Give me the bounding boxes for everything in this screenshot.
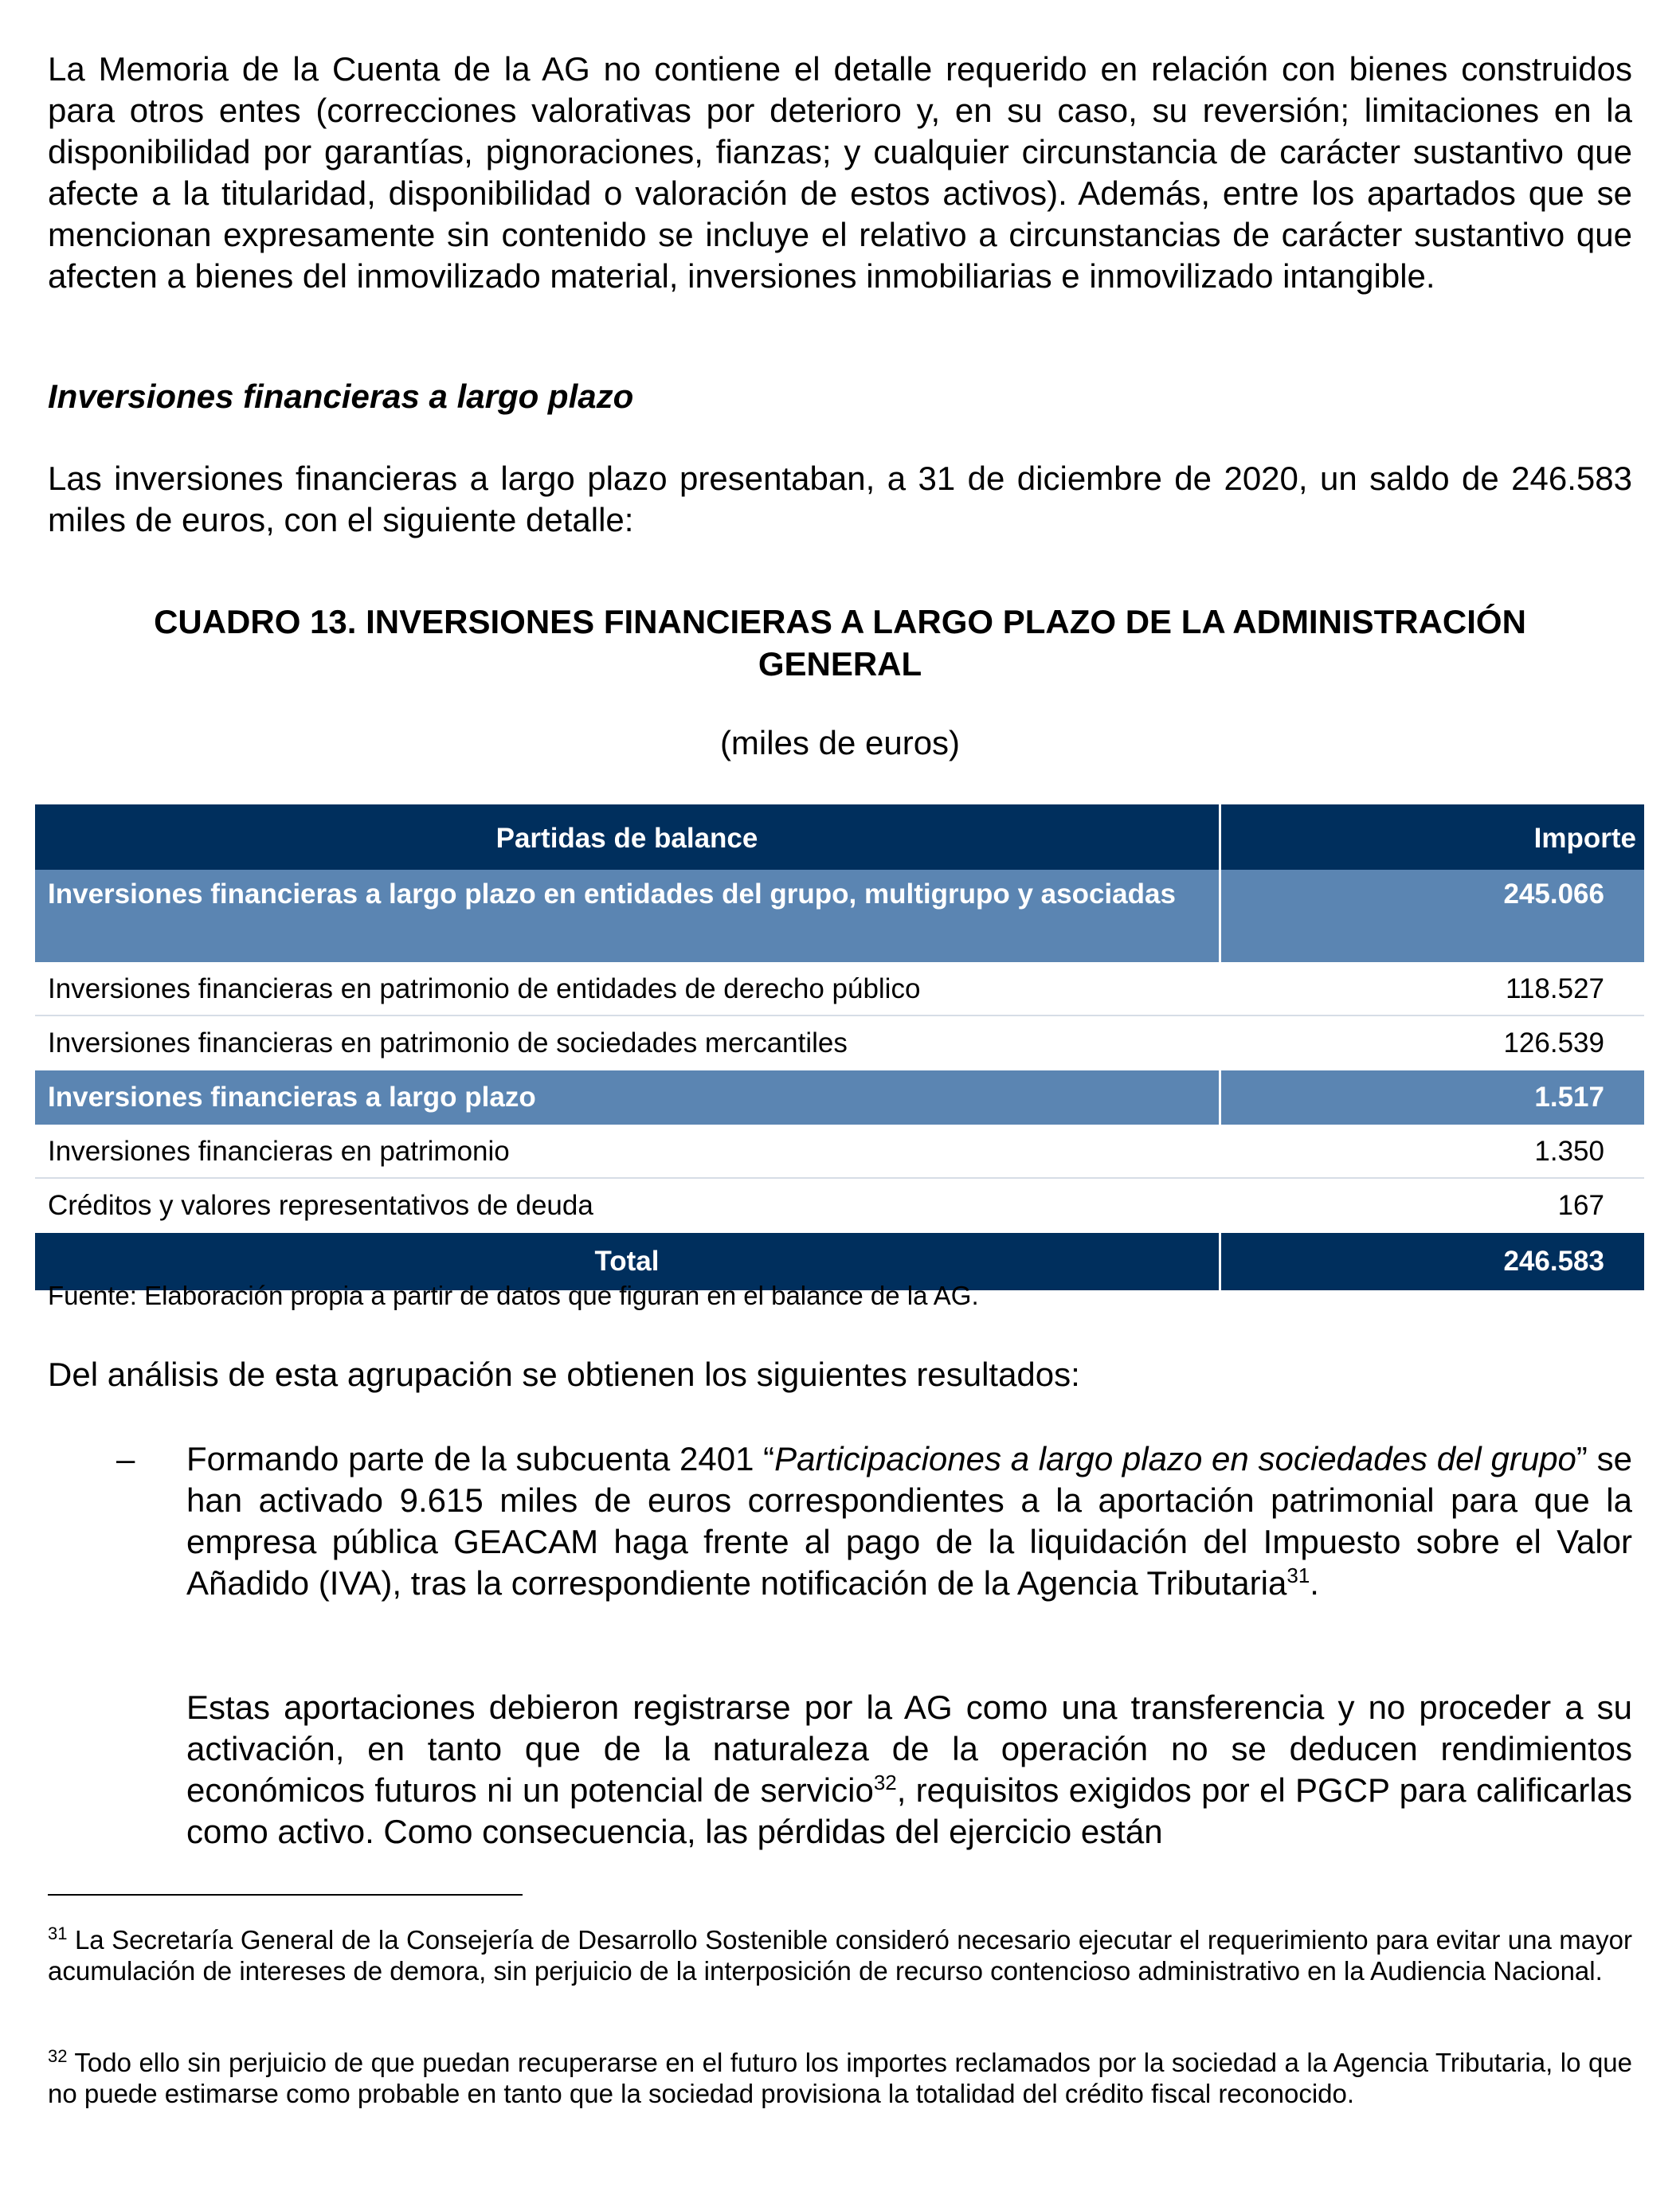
bullet-text-part: , requisitos exigidos por el PGCP para calificarlas como activo. Como consecuencia, las pérdidas del ejercicio están — [186, 1771, 1632, 1850]
table-units: (miles de euros) — [719, 724, 961, 761]
bullet-text-part: Formando parte de la subcuenta 2401 “ — [186, 1440, 775, 1477]
row4-value: 167 — [1557, 1190, 1604, 1221]
footnote-ref-31[interactable]: 31 — [1286, 1563, 1310, 1587]
row4-label: Créditos y valores representativos de deuda — [48, 1190, 593, 1221]
footnote-32 — [48, 2047, 1632, 2109]
total-value: 246.583 — [1503, 1246, 1604, 1277]
bullet-italic-account: Participaciones a largo plazo en sociedades del grupo — [774, 1440, 1576, 1477]
group2-label: Inversiones financieras a largo plazo — [48, 1082, 536, 1113]
bullet-text-part: . — [1310, 1564, 1319, 1602]
row3-value: 1.350 — [1534, 1136, 1604, 1167]
footnote-text: La Secretaría General de la Consejería de Desarrollo Sostenible consideró necesario ejecutar el requerimiento para evitar una mayor acumulación de intereses de demora, sin perjuicio de la interposición de recurso contencioso administrativo en la Audiencia Nacional. — [48, 1925, 1632, 1986]
bullet-paragraph-2 — [186, 1687, 1632, 1853]
footnote-separator — [48, 1894, 523, 1896]
balance-paragraph: Las inversiones financieras a largo plazo presentaban, a 31 de diciembre de 2020, un saldo de 246.583 miles de euros, con el siguiente detalle: — [48, 460, 1632, 538]
row1-label: Inversiones financieras en patrimonio de entidades de derecho público — [48, 973, 921, 1004]
row2-value: 126.539 — [1503, 1027, 1604, 1059]
table-source-note: Fuente: Elaboración propia a partir de datos que figuran en el balance de la AG. — [48, 1281, 979, 1310]
bullet-paragraph-1 — [186, 1438, 1632, 1604]
row3-label: Inversiones financieras en patrimonio — [48, 1136, 510, 1167]
intro-paragraph: La Memoria de la Cuenta de la AG no contiene el detalle requerido en relación con bienes construidos para otros entes (correcciones valorativas por deterioro y, en su caso, su reversión; limitaciones en la disponibilidad por garantías, pignoraciones, fianzas; y cualquier circunstancia de carácter sustantivo que afecte a la titularidad, disponibilidad o valoración de estos activos). Además, entre los apartados que se mencionan expresamente sin contenido se incluye el relativo a circunstancias de carácter sustantivo que afecten a bienes del inmovilizado material, inversiones inmobiliarias e inmovilizado intangible. — [48, 50, 1632, 295]
table-row — [35, 1016, 1644, 1070]
footnote-31 — [48, 1924, 1632, 1986]
bullet-text-part: Estas aportaciones debieron registrarse por la AG como una transferencia y no proceder a su activación, en tanto que de la naturaleza de la operación no se deducen rendimientos económicos futuros ni un potencial de servicio — [186, 1689, 1632, 1809]
footnote-number: 32 — [48, 2046, 68, 2066]
header-partidas: Partidas de balance — [495, 823, 758, 854]
table-title-line1: CUADRO 13. INVERSIONES FINANCIERAS A LARGO PLAZO DE LA ADMINISTRACIÓN — [154, 603, 1526, 640]
row2-label: Inversiones financieras en patrimonio de sociedades mercantiles — [48, 1027, 848, 1059]
table-group-row-1 — [35, 870, 1644, 962]
table-title-line2: GENERAL — [758, 645, 922, 683]
table-row — [35, 1179, 1644, 1233]
group1-value: 245.066 — [1503, 879, 1604, 910]
group1-label: Inversiones financieras a largo plazo en entidades del grupo, multigrupo y asociadas — [48, 879, 1176, 910]
footnote-ref-32[interactable]: 32 — [873, 1771, 897, 1794]
footnote-number: 31 — [48, 1923, 68, 1943]
table-header-row — [35, 804, 1644, 870]
footnote-text: Todo ello sin perjuicio de que puedan recuperarse en el futuro los importes reclamados por la sociedad a la Agencia Tributaria, lo que no puede estimarse como probable en tanto que la sociedad provisiona la totalidad del crédito fiscal reconocido. — [48, 2048, 1632, 2108]
header-importe: Importe — [1533, 823, 1636, 854]
bullet-dash: – — [116, 1440, 135, 1477]
bullet-text-part: ” se han activado 9.615 miles de euros correspondientes a la aportación patrimonial para que la empresa pública GEACAM haga frente al pago de la liquidación del Impuesto sobre el Valor Añadido (IVA), tras la correspondiente notificación de la Agencia Tributaria — [186, 1440, 1632, 1602]
analysis-paragraph: Del análisis de esta agrupación se obtienen los siguientes resultados: — [48, 1356, 1080, 1393]
total-label: Total — [594, 1246, 660, 1277]
section-heading: Inversiones financieras a largo plazo — [48, 378, 634, 415]
table-row — [35, 962, 1644, 1016]
table-group-row-2 — [35, 1070, 1644, 1125]
table-row — [35, 1125, 1644, 1179]
row1-value: 118.527 — [1506, 973, 1604, 1004]
group2-value: 1.517 — [1534, 1082, 1604, 1113]
